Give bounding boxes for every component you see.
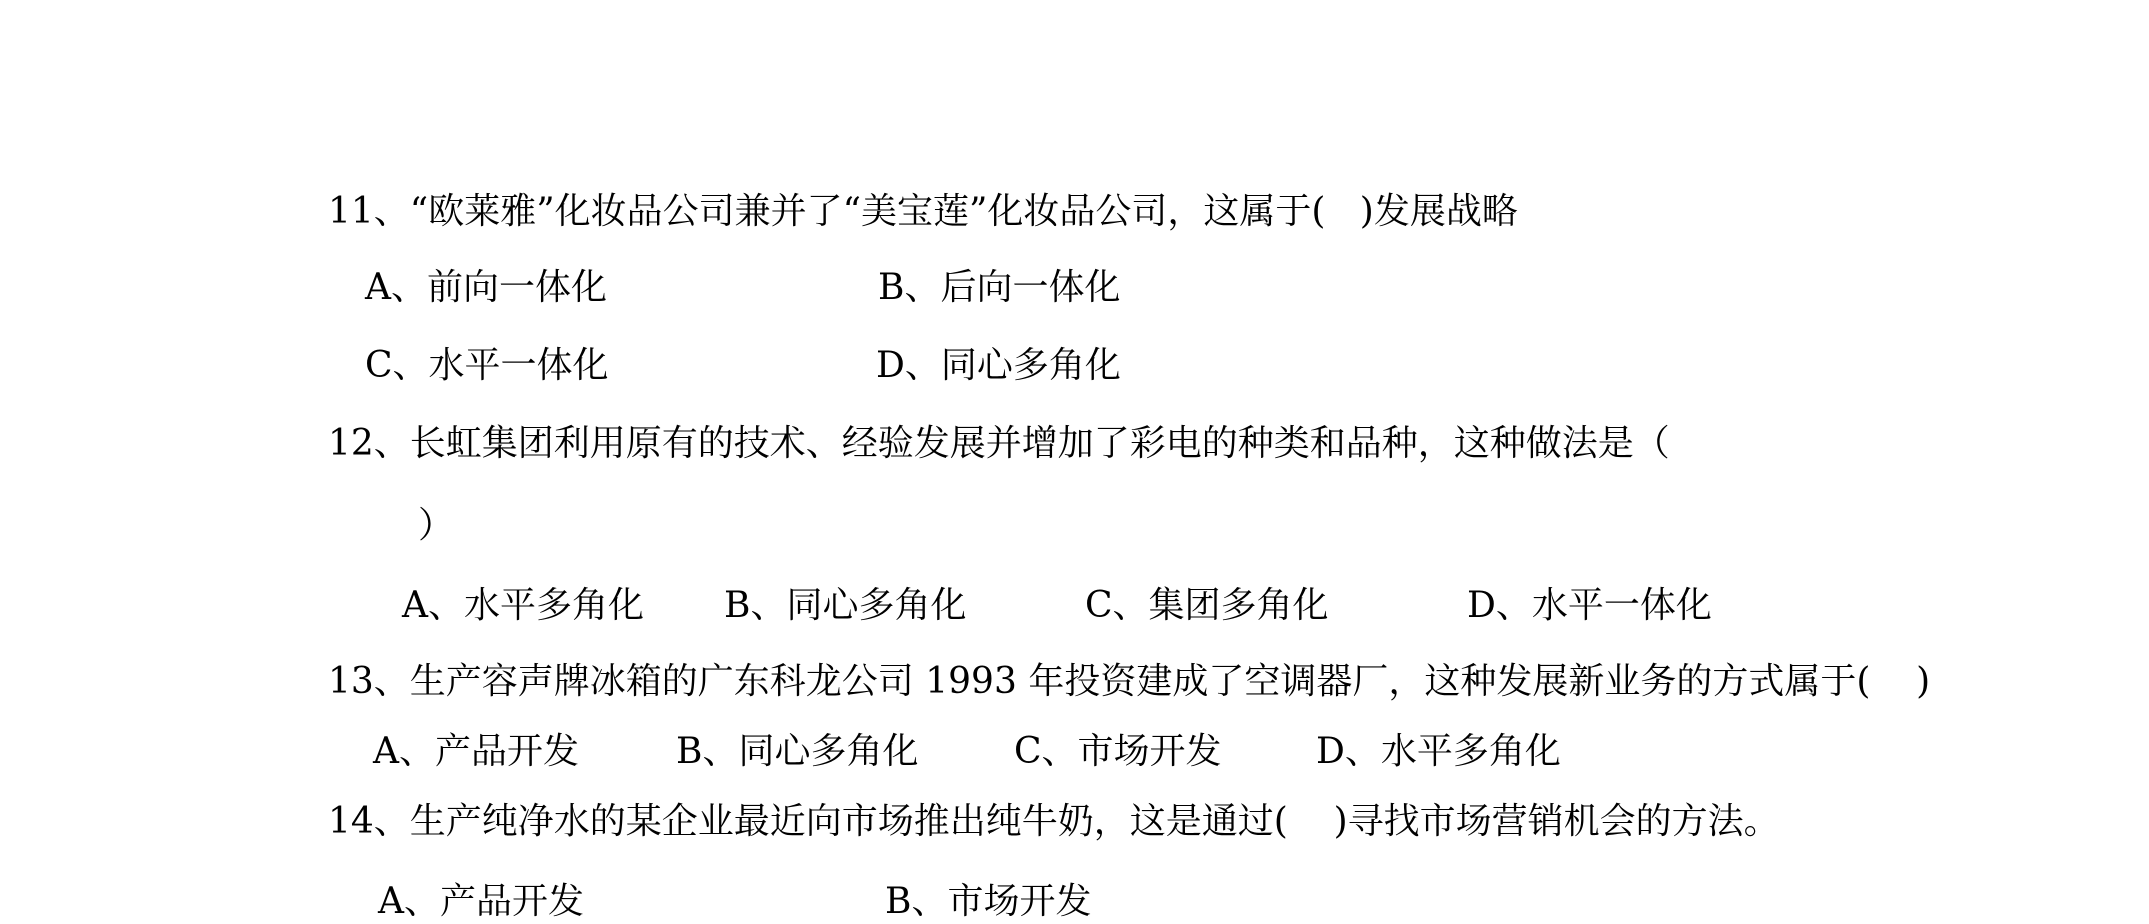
question-11-stem: 11、“欧莱雅”化妆品公司兼并了“美宝莲”化妆品公司，这属于( )发展战略	[328, 191, 1518, 232]
question-12-option-d: D、水平一体化	[1467, 585, 1712, 626]
question-14-stem: 14、生产纯净水的某企业最近向市场推出纯牛奶，这是通过( )寻找市场营销机会的方法。	[328, 801, 1780, 842]
question-12-option-c: C、集团多角化	[1085, 585, 1329, 626]
question-12-stem-continuation: ）	[418, 505, 455, 546]
question-11-option-a: A、前向一体化	[365, 267, 607, 308]
question-13-option-b: B、同心多角化	[676, 731, 919, 772]
question-13-option-a: A、产品开发	[373, 731, 579, 772]
question-12-option-a: A、水平多角化	[402, 585, 644, 626]
question-12-option-b: B、同心多角化	[724, 585, 967, 626]
question-11-option-c: C、水平一体化	[365, 345, 609, 386]
question-14-option-a: A、产品开发	[378, 881, 584, 922]
question-11-option-d: D、同心多角化	[876, 345, 1121, 386]
question-13-option-c: C、市场开发	[1014, 731, 1222, 772]
question-13-stem: 13、生产容声牌冰箱的广东科龙公司 1993 年投资建成了空调器厂，这种发展新业务的方式属于( )	[328, 661, 1931, 702]
question-14-option-b: B、市场开发	[885, 881, 1092, 922]
question-12-stem: 12、长虹集团利用原有的技术、经验发展并增加了彩电的种类和品种，这种做法是（	[328, 423, 1670, 464]
question-13-option-d: D、水平多角化	[1316, 731, 1561, 772]
question-11-option-b: B、后向一体化	[878, 267, 1121, 308]
